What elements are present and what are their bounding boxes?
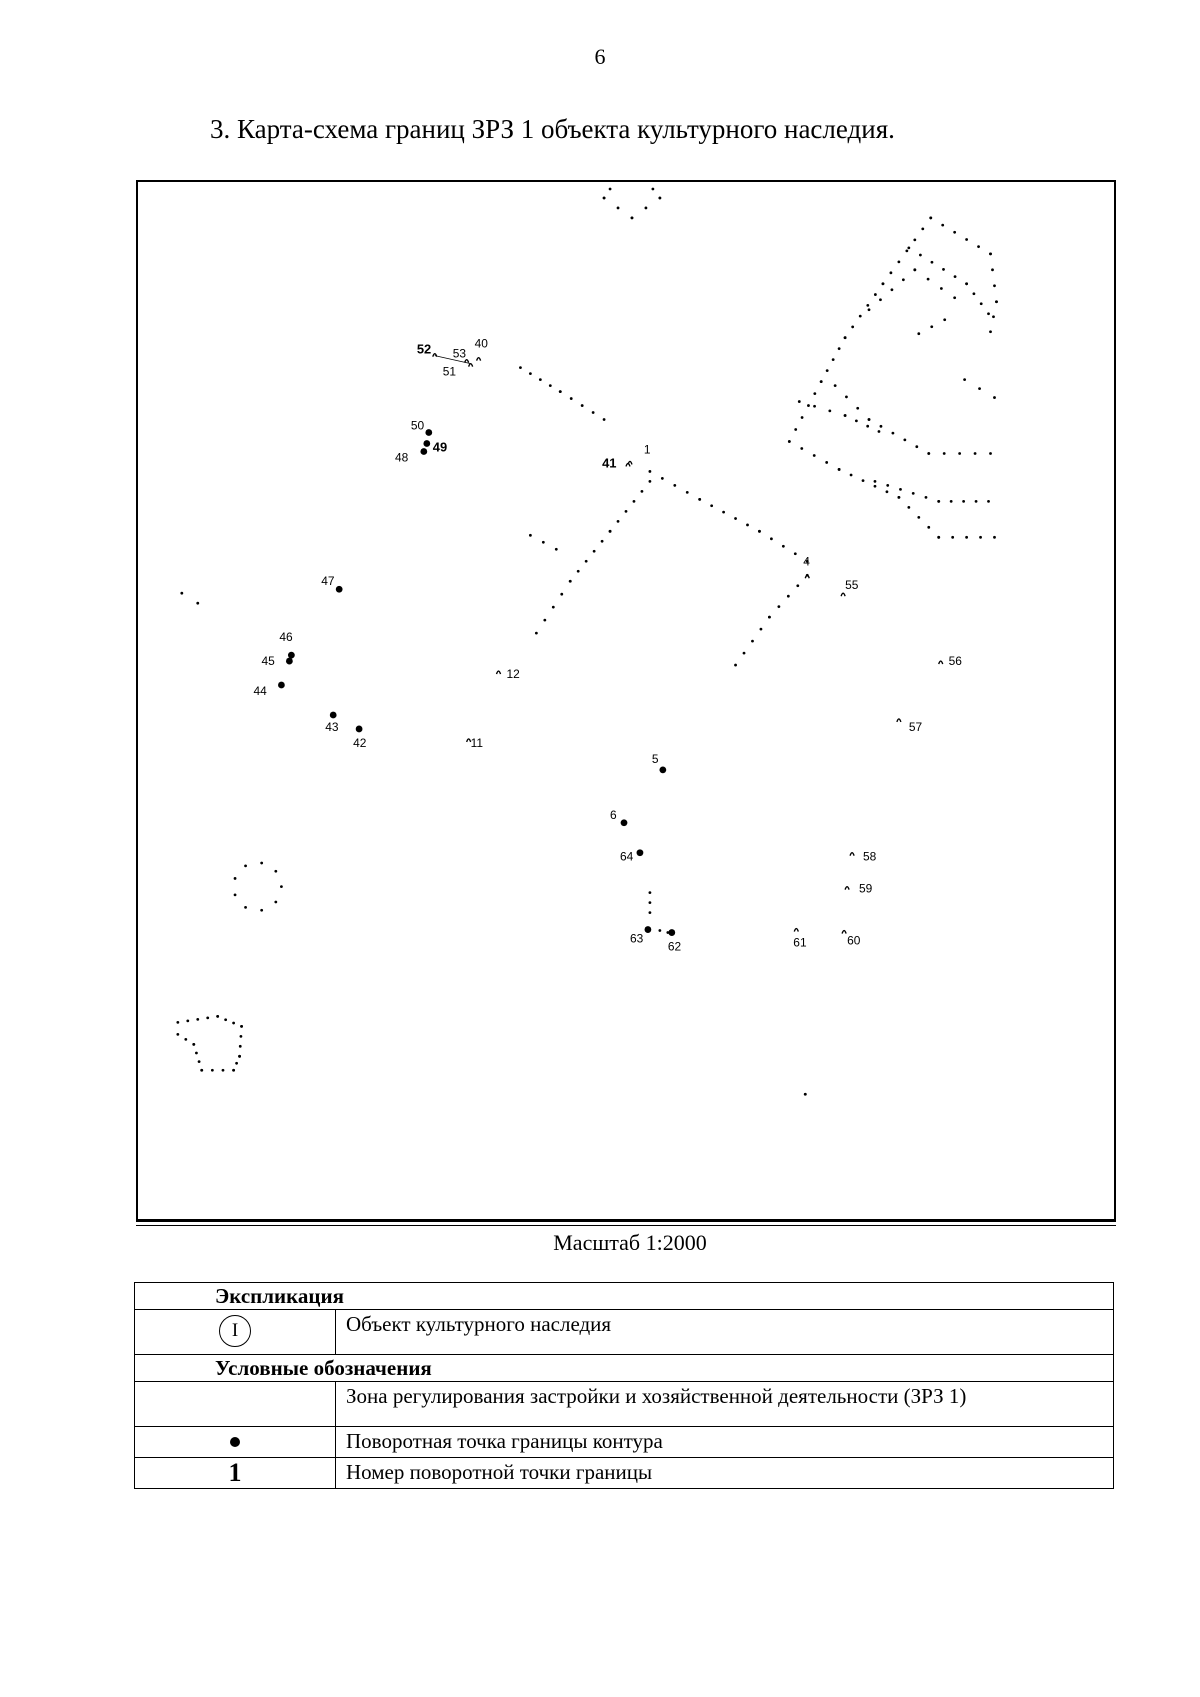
boundary-dot: [807, 404, 810, 407]
map-canvas: [138, 182, 1114, 1220]
boundary-point-47: [336, 586, 343, 593]
boundary-dot: [239, 1045, 242, 1048]
boundary-dot: [232, 1022, 235, 1025]
object-symbol-cell: [135, 1310, 336, 1355]
point-number-12: 12: [506, 667, 520, 682]
boundary-dot: [686, 491, 689, 494]
map-bottom-border-thin: [136, 1225, 1116, 1226]
scale-caption: Масштаб 1:2000: [553, 1230, 707, 1255]
boundary-point-5: [659, 766, 666, 773]
boundary-dot: [543, 619, 546, 622]
boundary-dot: [897, 260, 900, 263]
boundary-dot: [993, 284, 996, 287]
boundary-dot: [658, 197, 661, 200]
boundary-dot: [892, 432, 895, 435]
boundary-point-labels: [254, 337, 963, 954]
point-symbol-cell: [135, 1427, 336, 1458]
boundary-dot: [921, 228, 924, 231]
boundary-dot: [198, 1060, 201, 1063]
boundary-dot: [868, 308, 871, 311]
boundary-dot: [993, 536, 996, 539]
boundary-point-49: [423, 440, 430, 447]
boundary-dot: [917, 332, 920, 335]
boundary-dot: [989, 330, 992, 333]
boundary-dot: [950, 500, 953, 503]
boundary-dot: [958, 452, 961, 455]
boundary-dot: [844, 414, 847, 417]
boundary-point-4: [805, 575, 809, 578]
boundary-dot: [951, 536, 954, 539]
boundary-dot: [880, 425, 883, 428]
boundary-point-63: [645, 926, 652, 933]
boundary-dot: [828, 409, 831, 412]
point-number-41: 41: [602, 455, 617, 471]
page-title: 3. Карта-схема границ ЗРЗ 1 объекта культурного наследия.: [210, 114, 895, 144]
point-number-62: 62: [667, 939, 682, 954]
boundary-point-50: [425, 429, 432, 436]
boundary-dot: [234, 893, 237, 896]
boundary-dot: [973, 292, 976, 295]
boundary-dot: [609, 188, 612, 191]
boundary-dot: [859, 315, 862, 318]
number-label: Номер поворотной точки границы: [336, 1458, 1114, 1489]
point-number-1: 1: [643, 442, 651, 457]
boundary-dot: [838, 347, 841, 350]
boundary-dot: [987, 500, 990, 503]
boundary-dot: [601, 540, 604, 543]
point-number-60: 60: [847, 933, 861, 948]
boundary-dot: [937, 536, 940, 539]
boundary-dot: [855, 419, 858, 422]
boundary-point-45: [286, 658, 293, 665]
boundary-dot: [184, 1038, 187, 1041]
conventions-title: Условные обозначения: [135, 1355, 1114, 1382]
boundary-dot: [868, 418, 871, 421]
point-number-55: 55: [845, 578, 859, 593]
boundary-dot: [519, 366, 522, 369]
boundary-dot: [993, 396, 996, 399]
boundary-dot: [866, 304, 869, 307]
boundary-point-62: [668, 929, 675, 936]
boundary-dot: [974, 452, 977, 455]
point-number-44: 44: [253, 683, 267, 699]
boundary-dot: [782, 545, 785, 548]
point-number-59: 59: [859, 881, 873, 896]
boundary-dot: [995, 300, 998, 303]
zone-symbol-cell: [135, 1382, 336, 1427]
legend-table: [134, 1282, 1114, 1489]
boundary-dot: [555, 548, 558, 551]
boundary-point-64: [637, 849, 644, 856]
boundary-dot: [192, 1043, 195, 1046]
object-label: Объект культурного наследия: [336, 1310, 1114, 1355]
boundary-dot: [804, 1093, 807, 1096]
point-number-46: 46: [279, 630, 293, 645]
boundary-dot: [874, 480, 877, 483]
boundary-dot: [625, 510, 628, 513]
boundary-dot: [235, 1062, 238, 1065]
boundary-point-43: [330, 712, 337, 719]
boundary-dot: [907, 246, 910, 249]
boundary-dot: [734, 517, 737, 520]
boundary-dot: [929, 217, 932, 220]
number-symbol: 1: [228, 1458, 242, 1487]
boundary-dot: [991, 268, 994, 271]
boundary-dot: [832, 358, 835, 361]
boundary-dot: [925, 496, 928, 499]
boundary-dot: [980, 302, 983, 305]
boundary-dot: [813, 392, 816, 395]
boundary-dot: [931, 261, 934, 264]
boundary-dot: [673, 484, 676, 487]
boundary-dot: [878, 430, 881, 433]
boundary-dot: [787, 595, 790, 598]
boundary-dot: [232, 1069, 235, 1072]
boundary-dot: [770, 537, 773, 540]
point-number-58: 58: [863, 849, 877, 864]
boundary-dot: [234, 877, 237, 880]
boundary-dot: [585, 560, 588, 563]
boundary-point-12: [497, 671, 501, 674]
boundary-dot: [734, 664, 737, 667]
boundary-dot: [825, 461, 828, 464]
boundary-dot: [794, 428, 797, 431]
point-number-43: 43: [325, 719, 339, 734]
boundary-dot: [962, 500, 965, 503]
boundary-dot: [633, 500, 636, 503]
boundary-dot: [989, 452, 992, 455]
point-number-4: 4: [803, 554, 810, 569]
boundary-dot: [603, 418, 606, 421]
boundary-dot: [240, 1035, 243, 1038]
boundary-dot: [617, 520, 620, 523]
boundary-dot: [897, 496, 900, 499]
boundary-dot: [649, 901, 652, 904]
boundary-dot: [195, 1052, 198, 1055]
boundary-dot: [975, 500, 978, 503]
boundary-dot: [954, 275, 957, 278]
boundary-dot: [927, 452, 930, 455]
boundary-point-51: [469, 364, 473, 367]
boundary-dot: [886, 490, 889, 493]
point-number-53: 53: [452, 346, 466, 361]
boundary-dot: [746, 524, 749, 527]
point-number-52: 52: [416, 341, 432, 357]
point-number-47: 47: [321, 574, 335, 589]
boundary-dot: [927, 526, 930, 529]
boundary-dot: [813, 405, 816, 408]
boundary-point-56: [939, 661, 943, 664]
page-number: 6: [594, 44, 606, 69]
boundary-dot: [641, 490, 644, 493]
boundary-dot: [529, 372, 532, 375]
boundary-dot: [768, 616, 771, 619]
boundary-point-61: [794, 929, 798, 932]
point-number-51: 51: [442, 364, 457, 379]
point-label: Поворотная точка границы контура: [336, 1427, 1114, 1458]
boundary-dot: [942, 268, 945, 271]
point-number-61: 61: [793, 935, 807, 950]
boundary-dot: [260, 909, 263, 912]
boundary-dot: [965, 536, 968, 539]
boundary-dot: [930, 325, 933, 328]
boundary-dot: [581, 404, 584, 407]
boundary-dot: [907, 506, 910, 509]
point-number-42: 42: [353, 735, 367, 750]
boundary-dot: [180, 592, 183, 595]
boundary-dot: [912, 492, 915, 495]
boundary-dot: [965, 282, 968, 285]
boundary-dot: [698, 498, 701, 501]
point-number-64: 64: [620, 849, 634, 864]
boundary-dot: [196, 602, 199, 605]
point-number-63: 63: [629, 931, 644, 946]
boundary-dot: [850, 474, 853, 477]
boundary-dot: [987, 312, 990, 315]
boundary-dot: [886, 484, 889, 487]
boundary-dot: [820, 380, 823, 383]
boundary-point-42: [356, 726, 363, 733]
boundary-dot: [661, 477, 664, 480]
boundary-dot: [903, 439, 906, 442]
boundary-dot: [569, 580, 572, 583]
faint-boundary-dots: [176, 182, 997, 1096]
boundary-dot: [979, 536, 982, 539]
boundary-dot: [953, 231, 956, 234]
point-number-56: 56: [948, 654, 962, 669]
boundary-dot: [899, 488, 902, 491]
boundary-dot: [244, 906, 247, 909]
boundary-dot: [224, 1018, 227, 1021]
boundary-dot: [631, 217, 634, 220]
boundary-dot: [280, 885, 283, 888]
boundary-dot: [794, 552, 797, 555]
boundary-dot: [953, 296, 956, 299]
boundary-dot: [758, 530, 761, 533]
boundary-dot: [777, 605, 780, 608]
boundary-dot: [274, 870, 277, 873]
boundary-dot: [743, 652, 746, 655]
boundary-dot: [570, 397, 573, 400]
boundary-point-58: [850, 853, 854, 856]
boundary-dot: [927, 278, 930, 281]
boundary-dot: [915, 445, 918, 448]
object-symbol-circle: I: [219, 1315, 251, 1347]
boundary-dot: [943, 318, 946, 321]
boundary-point-marks: [278, 354, 943, 936]
boundary-point-41: [628, 461, 632, 464]
boundary-dot: [905, 249, 908, 252]
point-number-57: 57: [908, 719, 923, 734]
boundary-dot: [813, 454, 816, 457]
boundary-dot: [913, 238, 916, 241]
boundary-point-46: [288, 652, 295, 659]
boundary-dot: [917, 516, 920, 519]
boundary-point-44: [278, 682, 285, 689]
boundary-dot: [963, 378, 966, 381]
boundary-dot: [593, 550, 596, 553]
boundary-dot: [882, 282, 885, 285]
boundary-dot: [722, 511, 725, 514]
boundary-dot: [260, 862, 263, 865]
boundary-dot: [919, 254, 922, 257]
boundary-dot: [800, 447, 803, 450]
boundary-dot: [649, 911, 652, 914]
zone-label: Зона регулирования застройки и хозяйственной деятельности (ЗРЗ 1): [336, 1382, 1114, 1427]
boundary-dot: [845, 396, 848, 399]
boundary-dot: [838, 468, 841, 471]
boundary-dot: [796, 584, 799, 587]
explication-title: Экспликация: [135, 1283, 1114, 1310]
boundary-dot: [238, 1055, 241, 1058]
number-symbol-cell: [135, 1458, 336, 1489]
boundary-dot: [992, 315, 995, 318]
boundary-dot: [603, 197, 606, 200]
boundary-dot: [592, 411, 595, 414]
boundary-dot: [977, 245, 980, 248]
boundary-dot: [788, 440, 791, 443]
boundary-dot: [834, 384, 837, 387]
boundary-dot: [943, 452, 946, 455]
boundary-point-59: [845, 887, 849, 890]
boundary-dot: [240, 1025, 243, 1028]
point-number-6: 6: [610, 807, 617, 822]
boundary-dot: [856, 407, 859, 410]
point-dot-icon: [230, 1437, 240, 1447]
boundary-dot: [649, 470, 652, 473]
point-number-45: 45: [261, 654, 275, 669]
boundary-dot: [549, 384, 552, 387]
point-number-5: 5: [651, 751, 659, 766]
boundary-dot: [851, 326, 854, 329]
boundary-dot: [890, 271, 893, 274]
boundary-dot: [196, 1018, 199, 1021]
boundary-dot: [760, 628, 763, 631]
boundary-dot: [751, 640, 754, 643]
boundary-dot: [941, 224, 944, 227]
point-number-50: 50: [410, 418, 425, 433]
boundary-dot: [940, 287, 943, 290]
boundary-dot: [539, 378, 542, 381]
boundary-dot: [552, 606, 555, 609]
boundary-dot: [542, 541, 545, 544]
boundary-dot: [216, 1015, 219, 1018]
boundary-dot: [559, 390, 562, 393]
point-number-40: 40: [474, 336, 488, 351]
boundary-dot: [211, 1069, 214, 1072]
boundary-dot: [206, 1016, 209, 1019]
boundary-dot: [891, 288, 894, 291]
boundary-dot: [937, 500, 940, 503]
boundary-dot: [274, 901, 277, 904]
boundary-dot: [244, 865, 247, 868]
boundary-dot: [658, 929, 661, 932]
boundary-dot: [560, 593, 563, 596]
boundary-dot: [902, 278, 905, 281]
boundary-dot: [989, 252, 992, 255]
boundary-point-48: [420, 448, 427, 455]
boundary-dot: [710, 504, 713, 507]
boundary-point-57: [897, 719, 901, 722]
boundary-dot: [649, 891, 652, 894]
boundary-dot: [879, 298, 882, 301]
boundary-dot: [649, 480, 652, 483]
boundary-dot: [651, 188, 654, 191]
boundary-point-55: [841, 593, 845, 596]
boundary-dot: [874, 293, 877, 296]
boundary-dot: [913, 268, 916, 271]
boundary-point-6: [621, 819, 628, 826]
map-frame: [136, 180, 1116, 1220]
boundary-dot: [965, 238, 968, 241]
boundary-dot: [200, 1069, 203, 1072]
point-number-48: 48: [394, 450, 409, 465]
boundary-dot: [978, 387, 981, 390]
boundary-dot: [176, 1033, 179, 1036]
boundary-dot: [826, 369, 829, 372]
boundary-dot: [874, 485, 877, 488]
boundary-dot: [798, 400, 801, 403]
boundary-dot: [609, 530, 612, 533]
boundary-dot: [645, 207, 648, 210]
boundary-dot: [186, 1019, 189, 1022]
boundary-dot: [535, 632, 538, 635]
point-number-49: 49: [432, 439, 448, 455]
boundary-point-40: [477, 358, 481, 361]
boundary-dot: [222, 1069, 225, 1072]
boundary-dot: [529, 534, 532, 537]
point-number-11: 11: [470, 735, 484, 750]
boundary-dot: [176, 1021, 179, 1024]
boundary-dot: [866, 425, 869, 428]
boundary-point-60: [842, 931, 846, 934]
boundary-dot: [577, 570, 580, 573]
boundary-dot: [862, 479, 865, 482]
boundary-dot: [844, 336, 847, 339]
map-bottom-border: [136, 1219, 1116, 1222]
boundary-dot: [617, 207, 620, 210]
boundary-dot: [801, 416, 804, 419]
